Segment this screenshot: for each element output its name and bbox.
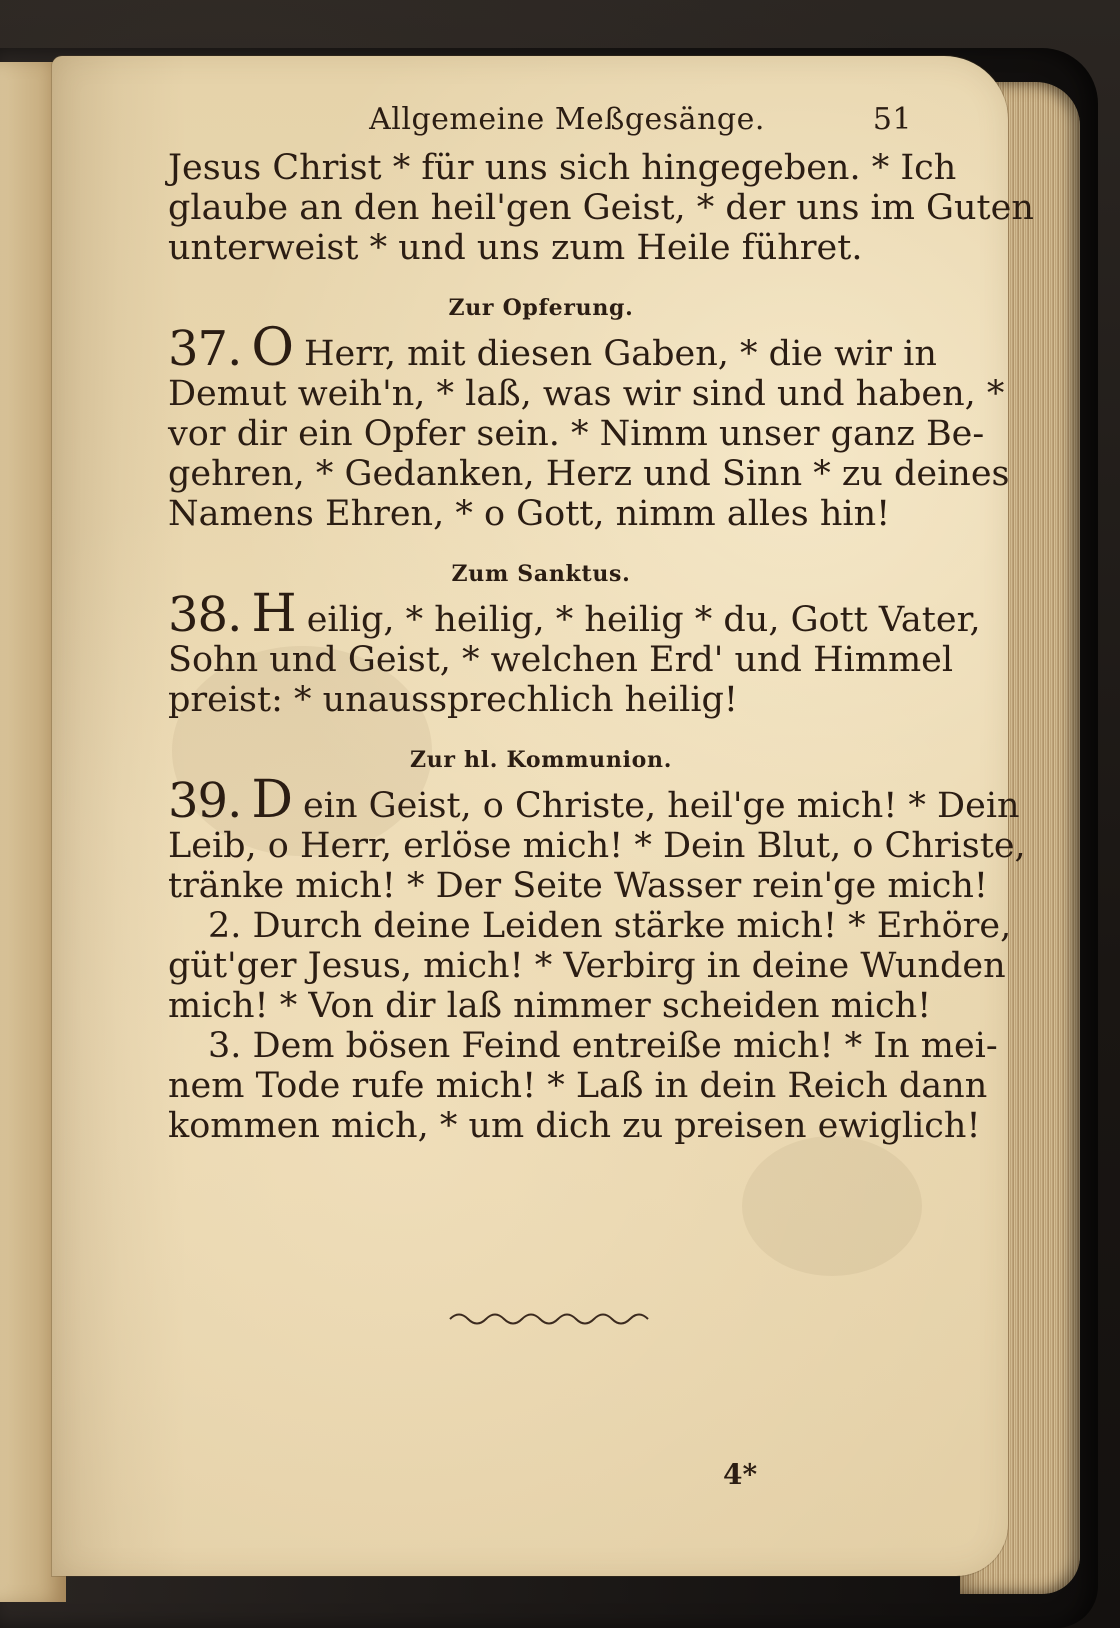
running-head xyxy=(168,102,926,148)
page-number: 51 xyxy=(872,102,912,137)
text-line: glaube an den heil'gen Geist, * der uns im Guten xyxy=(168,188,1034,228)
stanza-line: güt'ger Jesus, mich! * Verbirg in deine Wunden xyxy=(168,946,1006,986)
book-page xyxy=(52,56,1034,1576)
continuation-text xyxy=(168,148,1034,268)
text-line: Namens Ehren, * o Gott, nimm alles hin! xyxy=(168,494,891,534)
stanza-line: mich! * Von dir laß nimmer scheiden mich! xyxy=(168,986,932,1026)
hymn-number: 39. xyxy=(168,773,242,829)
text-line: Jesus Christ * für uns sich hingegeben. * Ich xyxy=(168,148,957,188)
hymn-number: 38. xyxy=(168,587,242,643)
signature-mark: 4* xyxy=(723,1458,758,1491)
hymn-first-line xyxy=(168,770,1020,830)
hymn-line-text xyxy=(307,600,981,640)
stanza-line: nem Tode rufe mich! * Laß in dein Reich dann xyxy=(168,1066,988,1106)
stanza-line: 3. Dem bösen Feind entreiße mich! * In mei- xyxy=(208,1026,998,1066)
section-heading: Zum Sanktus. xyxy=(451,561,631,587)
text-line: Demut weih'n, * laß, was wir sind und haben, * xyxy=(168,374,1005,414)
text-line: tränke mich! * Der Seite Wasser rein'ge mich! xyxy=(168,866,988,906)
hymn-text: Herr, mit diesen Gaben, * die wir in xyxy=(303,334,937,374)
section-offertory xyxy=(168,294,1010,534)
hymn-first-line xyxy=(168,584,981,644)
text-line: vor dir ein Opfer sein. * Nimm unser ganz Be- xyxy=(168,414,985,454)
section-heading: Zur hl. Kommunion. xyxy=(409,747,673,773)
initial-letter: H xyxy=(251,584,297,644)
text-line: gehren, * Gedanken, Herz und Sinn * zu deines xyxy=(168,454,1010,494)
section-sanctus xyxy=(168,560,981,720)
section-communion xyxy=(168,746,1026,1146)
hymn-text: ein Geist, o Christe, heil'ge mich! * Dein xyxy=(303,786,1020,826)
stanza-line: 2. Durch deine Leiden stärke mich! * Erhöre, xyxy=(208,906,1012,946)
initial-letter: D xyxy=(251,770,294,830)
hymn-line-text xyxy=(303,786,1020,826)
hymn-first-line xyxy=(168,318,937,378)
wavy-ornament xyxy=(448,1312,658,1326)
initial-letter: O xyxy=(251,318,294,378)
page-content xyxy=(168,102,1034,1542)
hymn-line-text xyxy=(304,334,937,374)
running-title: Allgemeine Meßgesänge. xyxy=(369,102,765,137)
hymn-text: eilig, * heilig, * heilig * du, Gott Vater, xyxy=(306,600,981,640)
text-line: Leib, o Herr, erlöse mich! * Dein Blut, o Christe, xyxy=(168,826,1026,866)
text-line: Sohn und Geist, * welchen Erd' und Himmel xyxy=(168,640,954,680)
section-heading: Zur Opferung. xyxy=(448,295,634,321)
stanza-line: kommen mich, * um dich zu preisen ewiglich! xyxy=(168,1106,981,1146)
hymn-number: 37. xyxy=(168,321,242,377)
text-line: unterweist * und uns zum Heile führet. xyxy=(168,228,863,268)
text-line: preist: * unaussprechlich heilig! xyxy=(168,680,738,720)
